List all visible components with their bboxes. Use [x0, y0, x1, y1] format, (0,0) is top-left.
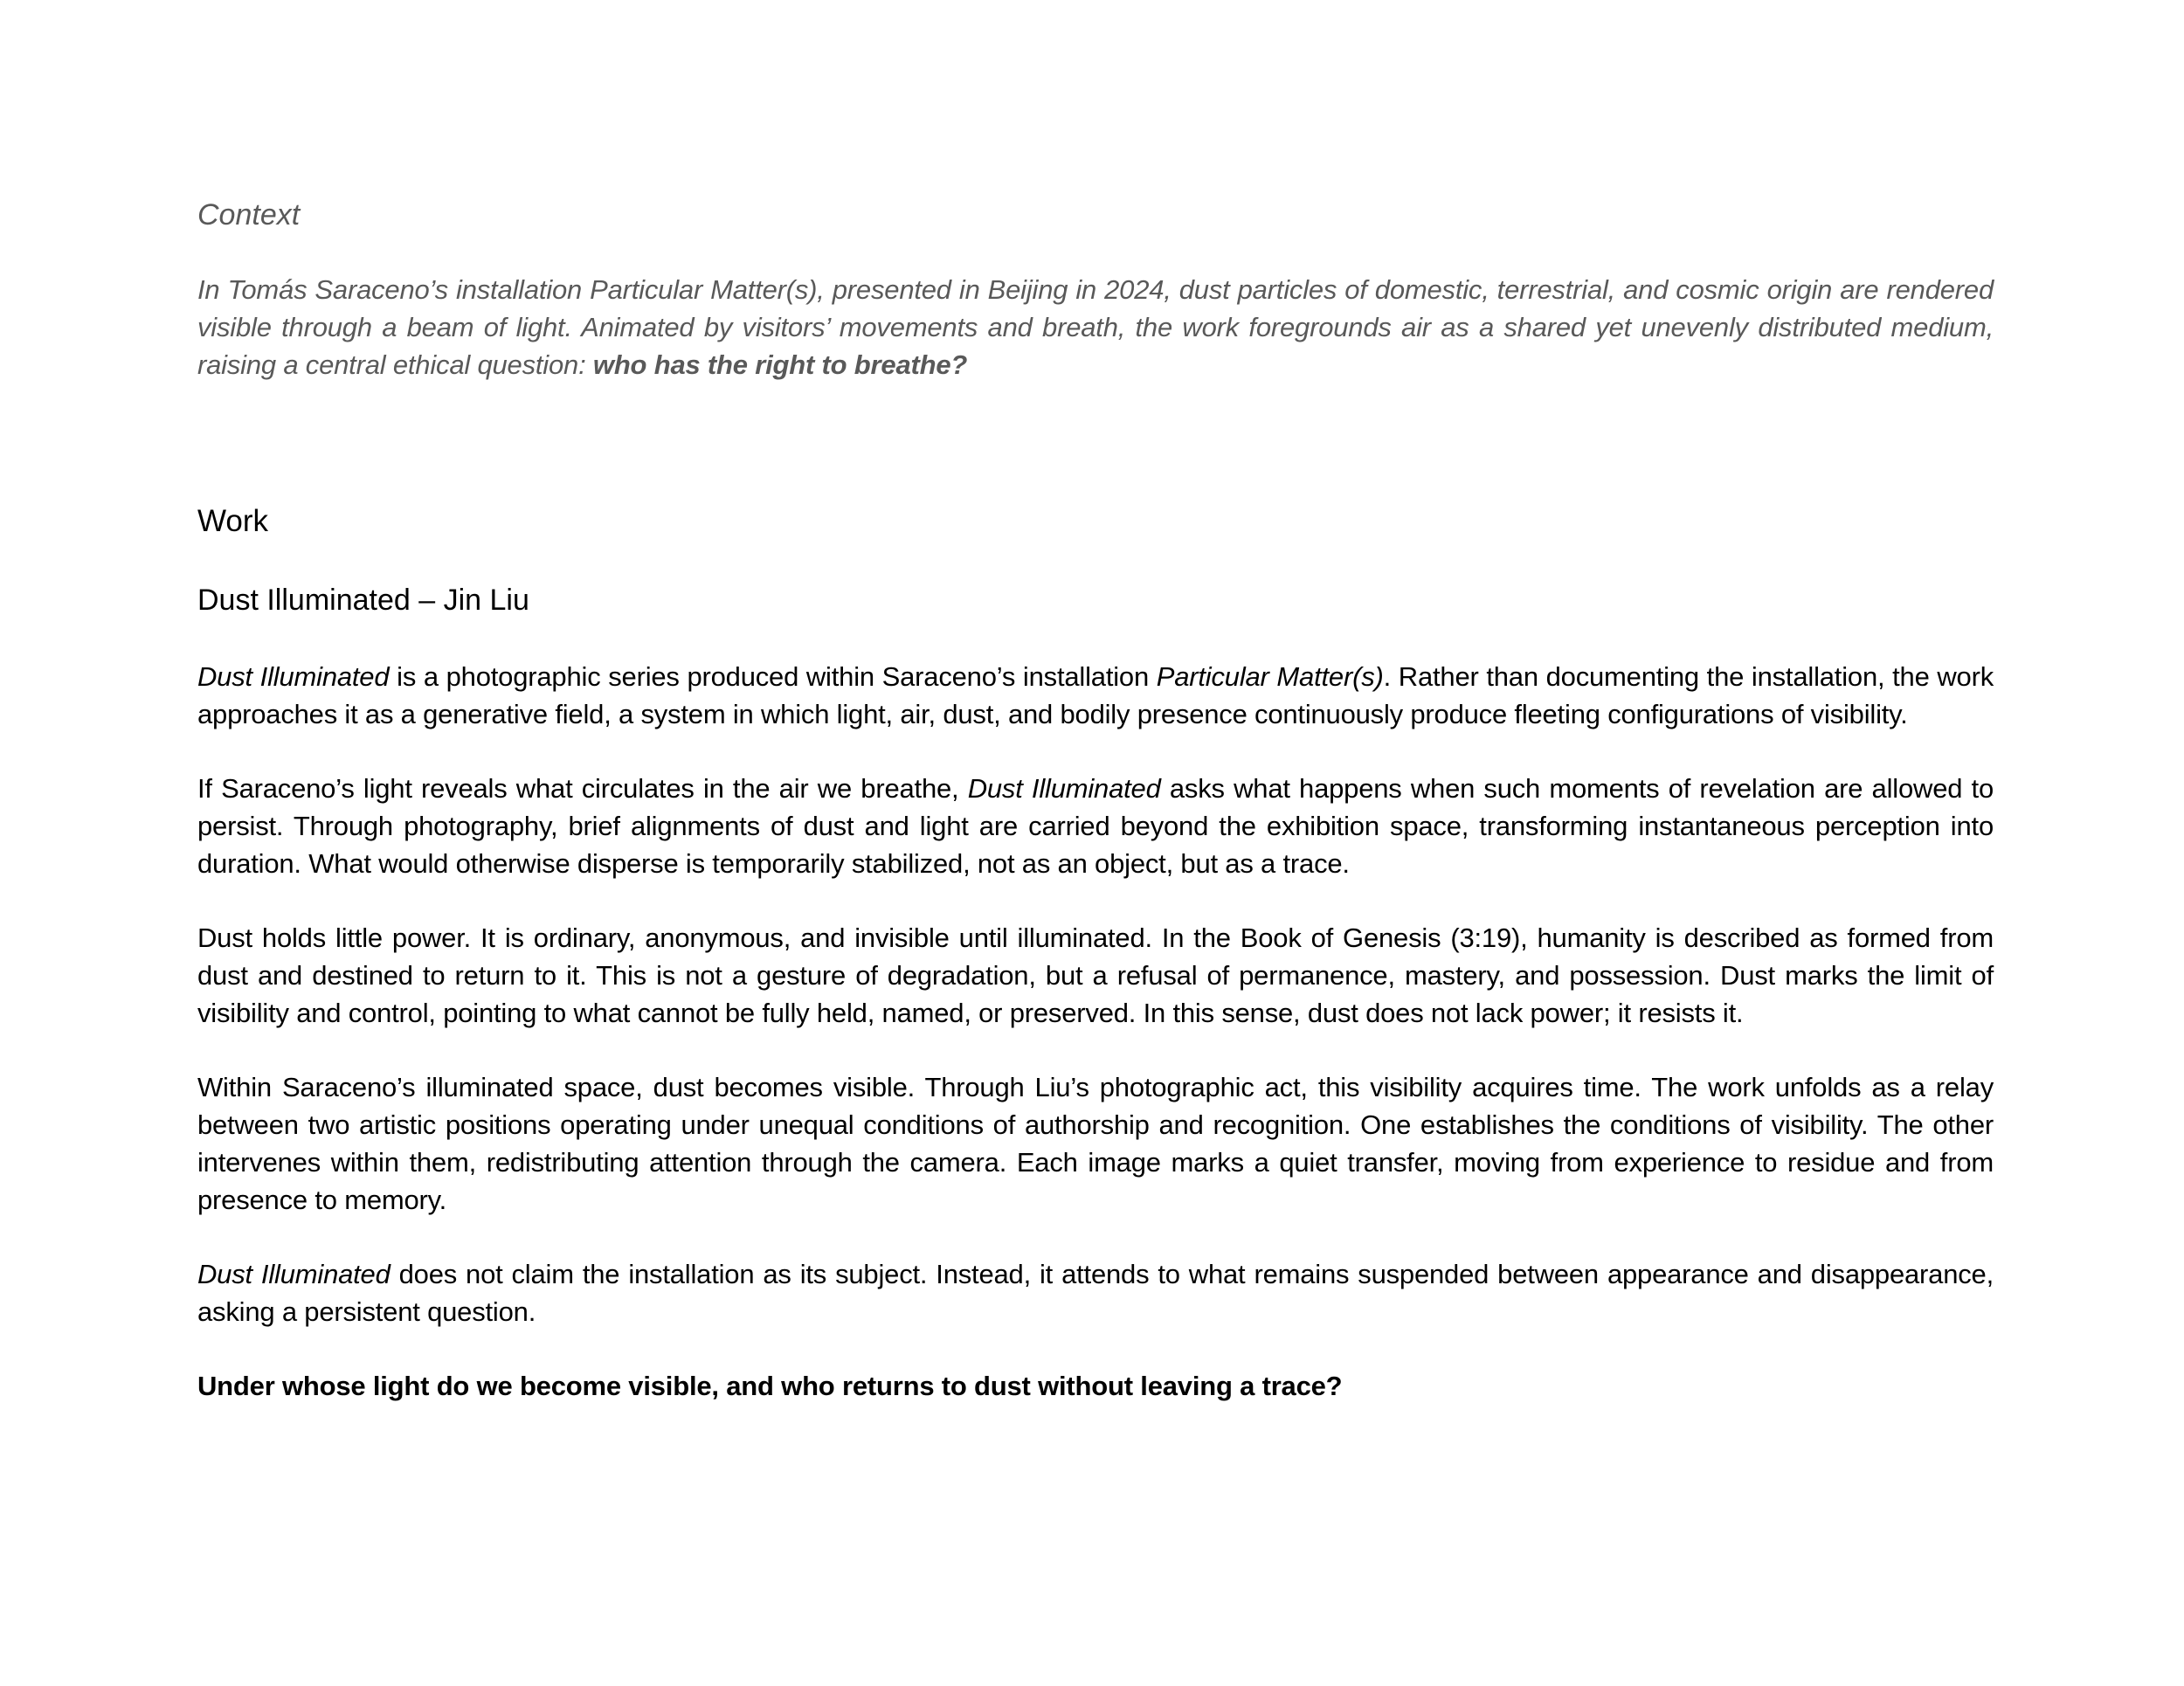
work-paragraph-1 [197, 658, 1994, 733]
work-title-ref: Dust Illuminated [197, 661, 390, 692]
context-question: who has the right to breathe? [592, 349, 968, 380]
work-title-ref: Dust Illuminated [967, 773, 1161, 804]
work-title-ref: Dust Illuminated [197, 1259, 390, 1289]
context-heading: Context [197, 198, 301, 231]
work-subheading: Dust Illuminated – Jin Liu [197, 584, 529, 617]
work-paragraph-5 [197, 1255, 1994, 1330]
installation-title-ref: Particular Matter(s) [1156, 661, 1384, 692]
context-paragraph [197, 271, 1994, 383]
paragraph-text: does not claim the installation as its subject. Instead, it attends to what remains suspended between appearance and disappearance, asking a persistent question. [197, 1259, 1994, 1327]
paragraph-text: asks what happens when such moments of revelation are allowed to persist. Through photography, brief alignments of dust and light are carried beyond the exhibition space, transforming instantaneous perception into duration. What would otherwise disperse is temporarily stabilized, not as an object, but as a trace. [197, 773, 1994, 879]
paragraph-text: is a photographic series produced within Saraceno’s installation [389, 661, 1157, 692]
final-question: Under whose light do we become visible, and who returns to dust without leaving a trace? [197, 1371, 1343, 1401]
work-paragraph-2 [197, 770, 1994, 882]
work-paragraph-3: Dust holds little power. It is ordinary, anonymous, and invisible until illuminated. In the Book of Genesis (3:19), humanity is described as formed from dust and destined to return to it. This is not a gesture of degradation, but a refusal of permanence, mastery, and possession. Dust marks the limit of visibility and control, pointing to what cannot be fully held, named, or preserved. In this sense, dust does not lack power; it resists it. [197, 922, 1994, 1028]
context-text: In Tomás Saraceno’s installation Particular Matter(s), presented in Beijing in 2024, dust particles of domestic, terrestrial, and cosmic origin are rendered visible through a beam of light. Animated by visitors’ movements and breath, the work foregrounds air as a shared yet unevenly distributed medium, raising a central ethical question: [197, 274, 1994, 380]
paragraph-text: If Saraceno’s light reveals what circulates in the air we breathe, [197, 773, 968, 804]
work-paragraph-4: Within Saraceno’s illuminated space, dust becomes visible. Through Liu’s photographic act, this visibility acquires time. The work unfolds as a relay between two artistic positions operating under unequal conditions of authorship and recognition. One establishes the conditions of visibility. The other intervenes within them, redistributing attention through the camera. Each image marks a quiet transfer, moving from experience to residue and from presence to memory. [197, 1072, 1994, 1215]
paragraph-text: . Rather than documenting the installation, the work approaches it as a generative field, a system in which light, air, dust, and bodily presence continuously produce fleeting configurations of visibility. [197, 661, 1994, 729]
document-page [197, 194, 1994, 1405]
work-heading: Work [197, 504, 269, 538]
